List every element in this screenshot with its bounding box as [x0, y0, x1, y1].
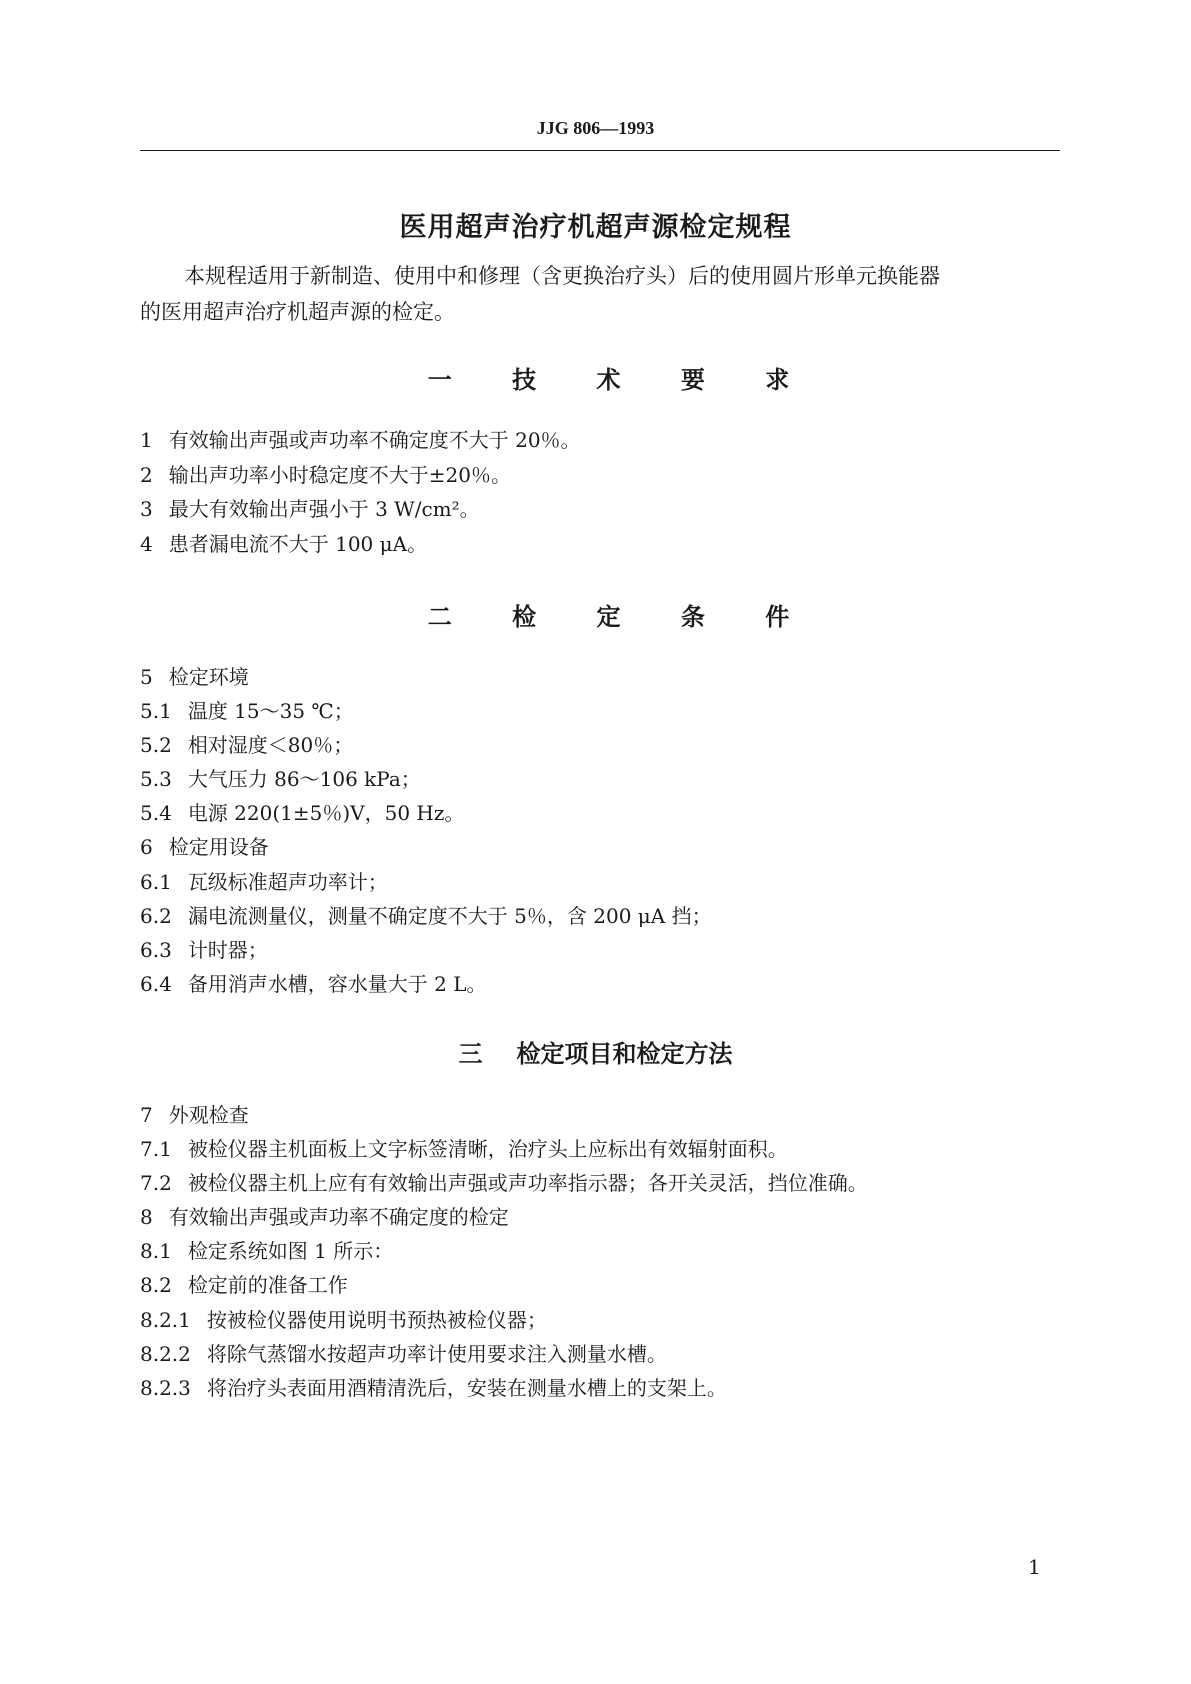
item-number: 5.3	[140, 767, 172, 791]
intro-text-2: 的医用超声治疗机超声源的检定。	[140, 300, 455, 324]
item-number: 7.1	[140, 1137, 172, 1161]
item-text: 将除气蒸馏水按超声功率计使用要求注入测量水槽。	[206, 1342, 667, 1366]
list-item	[140, 1134, 788, 1164]
item-text: 最大有效输出声强小于 3 W/cm²。	[168, 497, 480, 521]
item-text: 外观检查	[168, 1103, 249, 1127]
list-item	[140, 460, 511, 490]
item-number: 6.4	[140, 972, 172, 996]
item-number: 8.1	[140, 1239, 172, 1263]
item-text: 瓦级标准超声功率计；	[187, 870, 388, 894]
item-number: 2	[140, 463, 153, 487]
item-number: 6	[140, 835, 153, 859]
item-text: 被检仪器主机上应有有效输出声强或声功率指示器；各开关灵活，挡位准确。	[187, 1171, 868, 1195]
list-item	[140, 1236, 393, 1266]
item-text: 温度 15～35 ℃；	[187, 699, 354, 723]
page-number: 1	[1028, 1555, 1041, 1579]
item-number: 8.2	[140, 1273, 172, 1297]
section-heading-methods	[0, 1034, 1191, 1069]
item-number: 6.2	[140, 904, 172, 928]
item-text: 按被检仪器使用说明书预热被检仪器；	[206, 1308, 547, 1332]
section-heading-requirements: 一 技 术 要 求	[427, 366, 816, 394]
item-text: 电源 220(1±5％)V，50 Hz。	[187, 801, 465, 825]
list-item	[140, 1270, 348, 1300]
item-text: 有效输出声强或声功率不确定度不大于 20％。	[168, 428, 581, 452]
item-number: 5.1	[140, 699, 172, 723]
list-item	[140, 529, 427, 559]
list-item	[140, 730, 353, 760]
list-item	[140, 425, 581, 455]
item-number: 5.2	[140, 733, 172, 757]
item-number: 1	[140, 428, 153, 452]
item-text: 检定用设备	[168, 835, 269, 859]
item-number: 8.2.1	[140, 1308, 191, 1332]
list-item	[140, 764, 421, 794]
list-item	[140, 494, 480, 524]
item-text: 相对湿度＜80％；	[187, 733, 354, 757]
item-text: 检定前的准备工作	[187, 1273, 348, 1297]
list-item	[140, 935, 268, 965]
list-item	[140, 1202, 509, 1232]
list-item	[140, 832, 269, 862]
item-text: 大气压力 86～106 kPa；	[187, 767, 421, 791]
list-item	[140, 901, 712, 931]
item-number: 8	[140, 1205, 153, 1229]
item-number: 6.1	[140, 870, 172, 894]
list-item	[140, 1168, 868, 1198]
item-number: 6.3	[140, 938, 172, 962]
list-item	[140, 969, 487, 999]
document-title: 医用超声治疗机超声源检定规程	[399, 212, 792, 243]
intro-line-1	[140, 258, 1060, 294]
list-item	[140, 662, 249, 692]
list-item	[140, 1339, 667, 1369]
section-title: 检定项目和检定方法	[516, 1040, 733, 1068]
section-number: 三	[458, 1040, 483, 1068]
item-number: 5.4	[140, 801, 172, 825]
list-item	[140, 1373, 727, 1403]
item-number: 8.2.3	[140, 1376, 191, 1400]
list-item	[140, 696, 354, 726]
list-item	[140, 1100, 249, 1130]
item-text: 漏电流测量仪，测量不确定度不大于 5％，含 200 μA 挡；	[187, 904, 712, 928]
item-text: 计时器；	[187, 938, 268, 962]
item-text: 备用消声水槽，容水量大于 2 L。	[187, 972, 487, 996]
list-item	[140, 1305, 547, 1335]
item-text: 检定系统如图 1 所示：	[187, 1239, 394, 1263]
item-text: 有效输出声强或声功率不确定度的检定	[168, 1205, 509, 1229]
item-number: 8.2.2	[140, 1342, 191, 1366]
section-heading-conditions: 二 检 定 条 件	[427, 603, 816, 631]
item-number: 4	[140, 532, 153, 556]
item-number: 5	[140, 665, 153, 689]
item-text: 将治疗头表面用酒精清洗后，安装在测量水槽上的支架上。	[206, 1376, 727, 1400]
list-item	[140, 867, 388, 897]
item-number: 7.2	[140, 1171, 172, 1195]
item-text: 被检仪器主机面板上文字标签清晰，治疗头上应标出有效辐射面积。	[187, 1137, 788, 1161]
item-number: 3	[140, 497, 153, 521]
intro-text-1: 本规程适用于新制造、使用中和修理（含更换治疗头）后的使用圆片形单元换能器	[184, 264, 940, 288]
standard-code: JJG 806—1993	[536, 118, 655, 138]
header-divider	[140, 150, 1060, 151]
intro-line-2	[140, 294, 1060, 330]
item-text: 患者漏电流不大于 100 μA。	[168, 532, 428, 556]
item-text: 输出声功率小时稳定度不大于±20％。	[168, 463, 511, 487]
list-item	[140, 798, 464, 828]
item-number: 7	[140, 1103, 153, 1127]
item-text: 检定环境	[168, 665, 249, 689]
